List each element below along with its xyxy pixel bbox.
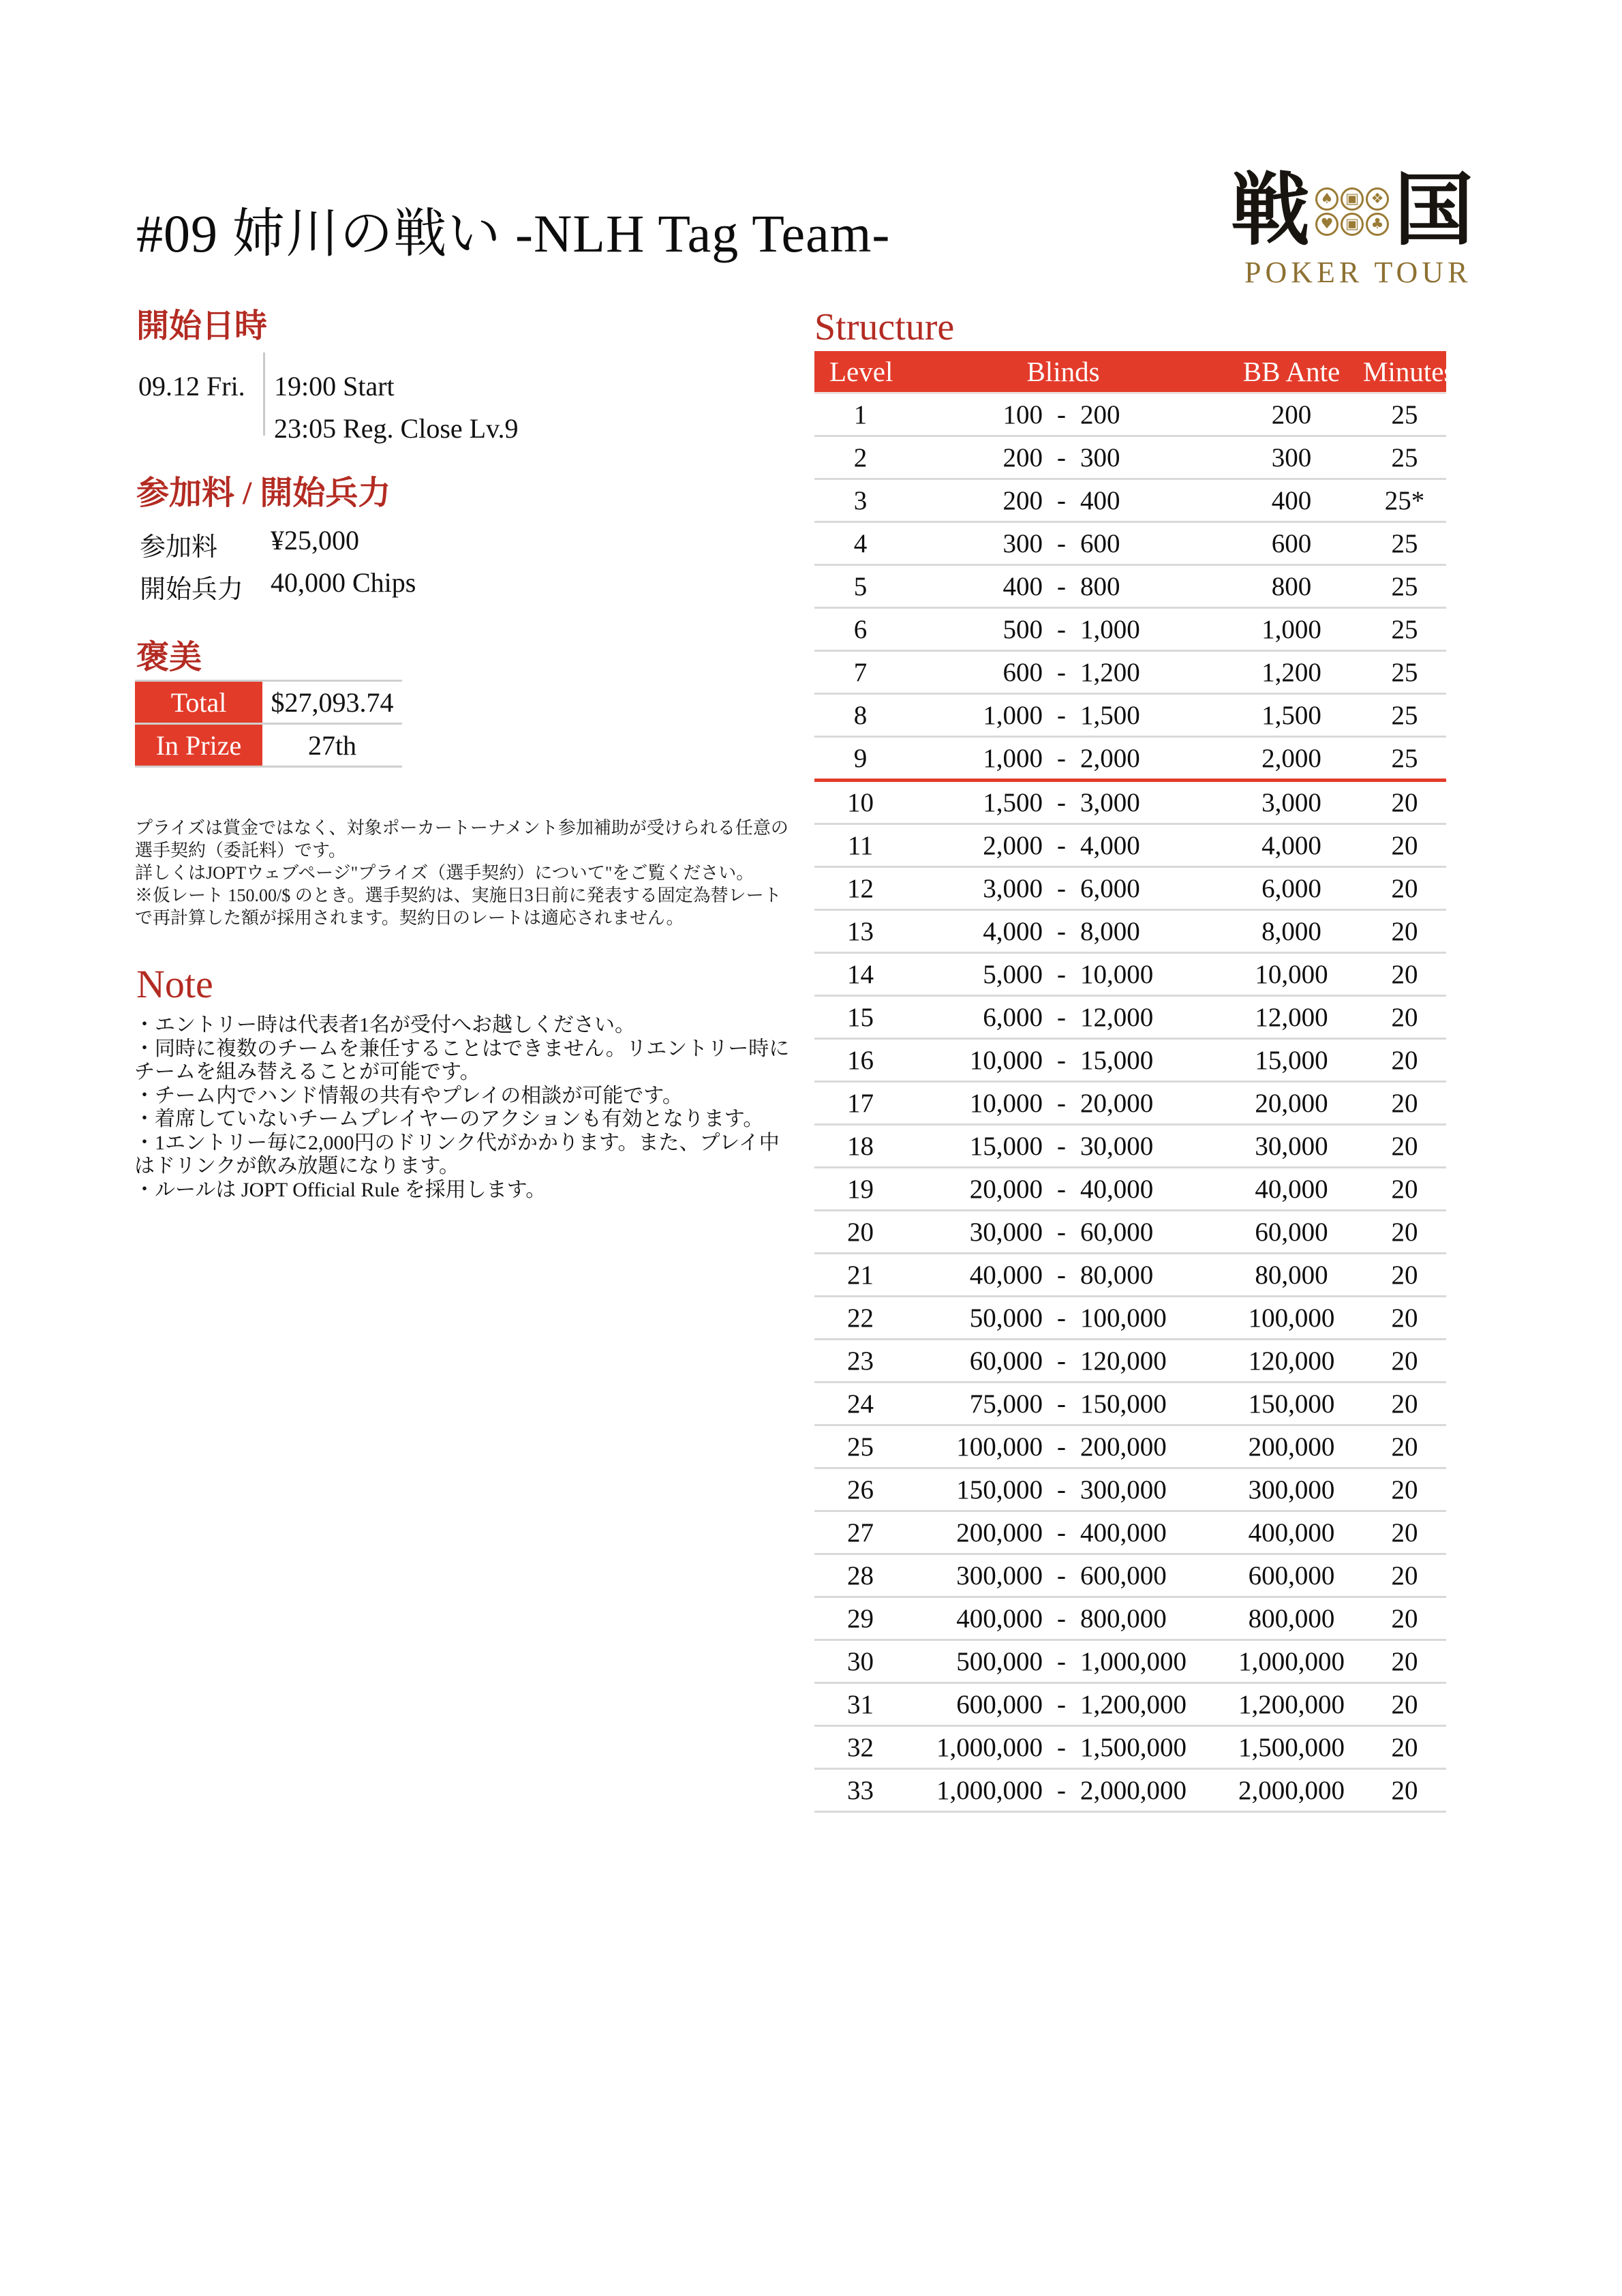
- bb-ante-cell: 800,000: [1248, 1603, 1335, 1633]
- blinds-dash: -: [1057, 1217, 1066, 1247]
- fineprint-line: プライズは賞金ではなく、対象ポーカートーナメント参加補助が受けられる任意の: [135, 818, 789, 838]
- big-blind-cell: 600,000: [1080, 1560, 1167, 1590]
- structure-col-blinds: Blinds: [1026, 356, 1100, 387]
- level-cell: 31: [847, 1689, 874, 1719]
- fineprint-line: で再計算した額が採用されます。契約日のレートは適応されません。: [135, 908, 684, 928]
- schedule-divider: [263, 352, 265, 436]
- prize-row-label: Total: [135, 682, 262, 723]
- minutes-cell: 20: [1391, 1646, 1418, 1676]
- big-blind-cell: 400,000: [1080, 1517, 1167, 1547]
- big-blind-cell: 800,000: [1080, 1603, 1167, 1633]
- small-blind-cell: 1,000: [983, 743, 1043, 773]
- note-heading: Note: [136, 962, 213, 1006]
- minutes-cell: 20: [1391, 787, 1418, 817]
- structure-row: [814, 394, 1446, 437]
- bb-ante-cell: 300: [1271, 442, 1312, 472]
- small-blind-cell: 500,000: [956, 1646, 1043, 1676]
- big-blind-cell: 60,000: [1080, 1217, 1154, 1247]
- bb-ante-cell: 200: [1271, 399, 1312, 429]
- club-coin-icon: ♣: [1366, 213, 1389, 236]
- structure-row: [814, 911, 1446, 954]
- level-cell: 7: [853, 657, 868, 687]
- blinds-dash: -: [1057, 787, 1066, 817]
- blinds-dash: -: [1057, 1689, 1066, 1719]
- blinds-dash: -: [1057, 571, 1066, 601]
- blinds-dash: -: [1057, 442, 1066, 472]
- minutes-cell: 20: [1391, 1732, 1418, 1762]
- small-blind-cell: 75,000: [969, 1389, 1043, 1419]
- blinds-dash: -: [1057, 1475, 1066, 1505]
- small-blind-cell: 6,000: [983, 1002, 1043, 1032]
- minutes-cell: 20: [1391, 1603, 1418, 1633]
- structure-col-level: Level: [829, 356, 893, 387]
- blinds-dash: -: [1057, 614, 1066, 644]
- note-line: ・ルールは JOPT Official Rule を採用します。: [134, 1178, 547, 1201]
- big-blind-cell: 3,000: [1080, 787, 1140, 817]
- minutes-cell: 20: [1391, 1560, 1418, 1590]
- big-blind-cell: 300,000: [1080, 1475, 1167, 1505]
- blinds-dash: -: [1057, 1002, 1066, 1032]
- bb-ante-cell: 15,000: [1255, 1045, 1328, 1075]
- prize-fineprint: [135, 817, 789, 929]
- minutes-cell: 20: [1391, 1217, 1418, 1247]
- blinds-dash: -: [1057, 700, 1066, 730]
- small-blind-cell: 20,000: [969, 1174, 1043, 1204]
- blinds-dash: -: [1057, 743, 1066, 773]
- spade-coin-icon: ♠: [1315, 187, 1338, 211]
- note-list: [134, 1014, 789, 1202]
- structure-row: [814, 1254, 1446, 1297]
- blinds-dash: -: [1057, 1560, 1066, 1590]
- structure-row: [814, 1211, 1446, 1254]
- level-cell: 20: [847, 1217, 874, 1247]
- blinds-dash: -: [1057, 1775, 1066, 1805]
- heart-coin-icon: ♥: [1315, 213, 1338, 236]
- big-blind-cell: 10,000: [1080, 959, 1154, 989]
- page-title: #09 姉川の戦い -NLH Tag Team-: [136, 204, 891, 263]
- bb-ante-cell: 600: [1271, 528, 1312, 558]
- minutes-cell: 25: [1391, 399, 1418, 429]
- schedule-start-time: 19:00 Start: [274, 371, 395, 402]
- structure-row: [814, 1684, 1446, 1727]
- big-blind-cell: 20,000: [1080, 1088, 1154, 1118]
- blinds-dash: -: [1057, 1088, 1066, 1118]
- minutes-cell: 20: [1391, 1174, 1418, 1204]
- blinds-dash: -: [1057, 1603, 1066, 1633]
- big-blind-cell: 1,200,000: [1080, 1689, 1187, 1719]
- minutes-cell: 20: [1391, 959, 1418, 989]
- bb-ante-cell: 1,500: [1261, 700, 1321, 730]
- blinds-dash: -: [1057, 1517, 1066, 1547]
- bb-ante-cell: 12,000: [1255, 1002, 1328, 1032]
- bb-ante-cell: 100,000: [1248, 1303, 1335, 1333]
- blinds-dash: -: [1057, 1432, 1066, 1462]
- big-blind-cell: 800: [1080, 571, 1120, 601]
- structure-row: [814, 868, 1446, 911]
- bb-ante-cell: 40,000: [1255, 1174, 1328, 1204]
- level-cell: 17: [847, 1088, 874, 1118]
- level-cell: 32: [847, 1732, 874, 1762]
- big-blind-cell: 100,000: [1080, 1303, 1167, 1333]
- bb-ante-cell: 10,000: [1255, 959, 1328, 989]
- blinds-dash: -: [1057, 657, 1066, 687]
- minutes-cell: 20: [1391, 1131, 1418, 1161]
- small-blind-cell: 1,500: [983, 787, 1043, 817]
- small-blind-cell: 600,000: [956, 1689, 1043, 1719]
- small-blind-cell: 150,000: [956, 1475, 1043, 1505]
- level-cell: 22: [847, 1303, 874, 1333]
- minutes-cell: 25: [1391, 571, 1418, 601]
- small-blind-cell: 300: [1003, 528, 1043, 558]
- bb-ante-cell: 400: [1271, 485, 1312, 515]
- minutes-cell: 20: [1391, 1260, 1418, 1290]
- minutes-cell: 20: [1391, 1088, 1418, 1118]
- small-blind-cell: 400,000: [956, 1603, 1043, 1633]
- minutes-cell: 25: [1391, 614, 1418, 644]
- small-blind-cell: 30,000: [969, 1217, 1043, 1247]
- level-cell: 24: [847, 1389, 874, 1419]
- structure-row: [814, 782, 1446, 825]
- level-cell: 5: [853, 571, 868, 601]
- fineprint-line: 選手契約（委託料）です。: [135, 841, 346, 860]
- note-line: ・着席していないチームプレイヤーのアクションも有効となります。: [134, 1108, 764, 1130]
- structure-row: [814, 1040, 1446, 1083]
- minutes-cell: 20: [1391, 1002, 1418, 1032]
- minutes-cell: 20: [1391, 1689, 1418, 1719]
- blinds-dash: -: [1057, 399, 1066, 429]
- structure-row: [814, 437, 1446, 480]
- bb-ante-cell: 8,000: [1261, 916, 1321, 946]
- prize-row: [135, 725, 402, 768]
- small-blind-cell: 400: [1003, 571, 1043, 601]
- minutes-cell: 25: [1391, 743, 1418, 773]
- small-blind-cell: 100: [1003, 399, 1043, 429]
- poker-tour-logo: [1231, 168, 1473, 290]
- level-cell: 30: [847, 1646, 874, 1676]
- minutes-cell: 20: [1391, 1517, 1418, 1547]
- level-cell: 23: [847, 1346, 874, 1376]
- small-blind-cell: 2,000: [983, 830, 1043, 860]
- minutes-cell: 25: [1391, 528, 1418, 558]
- small-blind-cell: 10,000: [969, 1045, 1043, 1075]
- level-cell: 13: [847, 916, 874, 946]
- big-blind-cell: 6,000: [1080, 873, 1140, 903]
- small-blind-cell: 500: [1003, 614, 1043, 644]
- structure-row: [814, 566, 1446, 609]
- structure-row: [814, 1727, 1446, 1770]
- structure-row: [814, 480, 1446, 523]
- prize-row-value: 27th: [307, 729, 357, 761]
- schedule-date: 09.12 Fri.: [138, 371, 245, 402]
- logo-kanji-row: [1231, 168, 1473, 255]
- level-cell: 3: [853, 485, 868, 515]
- minutes-cell: 25: [1391, 700, 1418, 730]
- big-blind-cell: 80,000: [1080, 1260, 1154, 1290]
- minutes-cell: 25: [1391, 442, 1418, 472]
- blinds-dash: -: [1057, 959, 1066, 989]
- bb-ante-cell: 4,000: [1261, 830, 1321, 860]
- structure-row: [814, 1426, 1446, 1469]
- small-blind-cell: 1,000,000: [936, 1732, 1043, 1762]
- level-cell: 1: [853, 399, 868, 429]
- bb-ante-cell: 400,000: [1248, 1517, 1335, 1547]
- fineprint-line: ※仮レート 150.00/$ のとき。選手契約は、実施日3日前に発表する固定為替レート: [135, 886, 782, 905]
- note-line: ・同時に複数のチームを兼任することはできません。リエントリー時に: [134, 1037, 790, 1060]
- bb-ante-cell: 20,000: [1255, 1088, 1328, 1118]
- level-cell: 6: [853, 614, 868, 644]
- structure-row: [814, 1598, 1446, 1641]
- level-cell: 27: [847, 1517, 874, 1547]
- small-blind-cell: 1,000,000: [936, 1775, 1043, 1805]
- structure-row: [814, 825, 1446, 868]
- blinds-dash: -: [1057, 485, 1066, 515]
- big-blind-cell: 300: [1080, 442, 1120, 472]
- logo-brand-text: POKER TOUR: [1244, 256, 1472, 289]
- small-blind-cell: 60,000: [969, 1346, 1043, 1376]
- structure-row: [814, 523, 1446, 566]
- diamond-coin-icon: ❖: [1366, 187, 1389, 211]
- structure-row: [814, 1340, 1446, 1383]
- big-blind-cell: 12,000: [1080, 1002, 1154, 1032]
- bb-ante-cell: 2,000,000: [1238, 1775, 1345, 1805]
- blinds-dash: -: [1057, 1732, 1066, 1762]
- prize-heading: 褒美: [136, 639, 202, 676]
- blinds-dash: -: [1057, 873, 1066, 903]
- blinds-dash: -: [1057, 1303, 1066, 1333]
- minutes-cell: 20: [1391, 1303, 1418, 1333]
- small-blind-cell: 3,000: [983, 873, 1043, 903]
- prize-row: [135, 682, 402, 725]
- level-cell: 29: [847, 1603, 874, 1633]
- structure-row: [814, 1469, 1446, 1512]
- big-blind-cell: 1,200: [1080, 657, 1140, 687]
- big-blind-cell: 120,000: [1080, 1346, 1167, 1376]
- bb-ante-cell: 1,000: [1261, 614, 1321, 644]
- big-blind-cell: 600: [1080, 528, 1120, 558]
- structure-row: [814, 1512, 1446, 1555]
- small-blind-cell: 100,000: [956, 1432, 1043, 1462]
- entry-fee-label: 参加料: [140, 533, 218, 562]
- structure-col-bbante: BB Ante: [1242, 356, 1341, 387]
- level-cell: 19: [847, 1174, 874, 1204]
- structure-row: [814, 652, 1446, 695]
- level-cell: 10: [847, 787, 874, 817]
- level-cell: 16: [847, 1045, 874, 1075]
- level-cell: 11: [847, 830, 874, 860]
- big-blind-cell: 8,000: [1080, 916, 1140, 946]
- structure-row: [814, 954, 1446, 997]
- fineprint-line: 詳しくはJOPTウェブページ"プライズ（選手契約）について"をご覧ください。: [135, 863, 754, 883]
- level-cell: 21: [847, 1260, 874, 1290]
- bb-ante-cell: 600,000: [1248, 1560, 1335, 1590]
- structure-row: [814, 1770, 1446, 1813]
- starting-stack-label: 開始兵力: [140, 575, 244, 604]
- big-blind-cell: 1,000,000: [1080, 1646, 1187, 1676]
- starting-stack-value: 40,000 Chips: [271, 567, 416, 598]
- big-blind-cell: 2,000,000: [1080, 1775, 1187, 1805]
- small-blind-cell: 200: [1003, 442, 1043, 472]
- note-line: はドリンクが飲み放題になります。: [134, 1155, 459, 1177]
- structure-table-body: [814, 394, 1446, 1813]
- structure-row: [814, 1383, 1446, 1426]
- small-blind-cell: 200,000: [956, 1517, 1043, 1547]
- level-cell: 25: [847, 1432, 874, 1462]
- schedule-heading: 開始日時: [136, 308, 268, 344]
- small-blind-cell: 50,000: [969, 1303, 1043, 1333]
- note-line: ・エントリー時は代表者1名が受付へお越しください。: [134, 1014, 635, 1036]
- logo-kanji-left: 戦: [1231, 168, 1310, 255]
- small-blind-cell: 40,000: [969, 1260, 1043, 1290]
- bb-ante-cell: 6,000: [1261, 873, 1321, 903]
- bb-ante-cell: 800: [1271, 571, 1312, 601]
- big-blind-cell: 1,500: [1080, 700, 1140, 730]
- bb-ante-cell: 1,200,000: [1238, 1689, 1345, 1719]
- minutes-cell: 20: [1391, 830, 1418, 860]
- bb-ante-cell: 1,200: [1261, 657, 1321, 687]
- big-blind-cell: 1,000: [1080, 614, 1140, 644]
- minutes-cell: 20: [1391, 1346, 1418, 1376]
- prize-row-value: $27,093.74: [271, 686, 394, 718]
- logo-kanji-right: 国: [1394, 168, 1473, 255]
- small-blind-cell: 15,000: [969, 1131, 1043, 1161]
- big-blind-cell: 2,000: [1080, 743, 1140, 773]
- structure-row: [814, 609, 1446, 652]
- minutes-cell: 20: [1391, 1389, 1418, 1419]
- minutes-cell: 20: [1391, 1775, 1418, 1805]
- small-blind-cell: 5,000: [983, 959, 1043, 989]
- level-cell: 26: [847, 1475, 874, 1505]
- blinds-dash: -: [1057, 1346, 1066, 1376]
- minutes-cell: 20: [1391, 916, 1418, 946]
- structure-row: [814, 695, 1446, 738]
- big-blind-cell: 30,000: [1080, 1131, 1154, 1161]
- level-cell: 4: [853, 528, 868, 558]
- bb-ante-cell: 60,000: [1255, 1217, 1328, 1247]
- bb-ante-cell: 1,500,000: [1238, 1732, 1345, 1762]
- structure-row: [814, 1168, 1446, 1211]
- entry-fee-value: ¥25,000: [271, 525, 359, 556]
- bb-ante-cell: 1,000,000: [1238, 1646, 1345, 1676]
- blinds-dash: -: [1057, 1389, 1066, 1419]
- big-blind-cell: 1,500,000: [1080, 1732, 1187, 1762]
- prize-table: [135, 680, 402, 768]
- big-blind-cell: 4,000: [1080, 830, 1140, 860]
- level-cell: 8: [853, 700, 868, 730]
- big-blind-cell: 40,000: [1080, 1174, 1154, 1204]
- blinds-dash: -: [1057, 1646, 1066, 1676]
- bb-ante-cell: 3,000: [1261, 787, 1321, 817]
- structure-row: [814, 738, 1446, 782]
- minutes-cell: 25: [1391, 657, 1418, 687]
- minutes-cell: 25*: [1384, 485, 1425, 515]
- structure-row: [814, 997, 1446, 1040]
- small-blind-cell: 200: [1003, 485, 1043, 515]
- entry-heading: 参加料 / 開始兵力: [136, 475, 391, 511]
- small-blind-cell: 300,000: [956, 1560, 1043, 1590]
- bb-ante-cell: 2,000: [1261, 743, 1321, 773]
- structure-row: [814, 1641, 1446, 1684]
- blinds-dash: -: [1057, 1131, 1066, 1161]
- structure-heading: Structure: [814, 306, 955, 348]
- note-line: ・1エントリー毎に2,000円のドリンク代がかかります。また、プレイ中: [134, 1131, 780, 1154]
- level-cell: 28: [847, 1560, 874, 1590]
- big-blind-cell: 200: [1080, 399, 1120, 429]
- level-cell: 33: [847, 1775, 874, 1805]
- square-coin-icon: ▣: [1341, 213, 1364, 236]
- structure-row: [814, 1297, 1446, 1340]
- prize-row-label: In Prize: [135, 725, 262, 766]
- small-blind-cell: 600: [1003, 657, 1043, 687]
- blinds-dash: -: [1057, 528, 1066, 558]
- bb-ante-cell: 30,000: [1255, 1131, 1328, 1161]
- level-cell: 12: [847, 873, 874, 903]
- structure-row: [814, 1555, 1446, 1598]
- level-cell: 14: [847, 959, 874, 989]
- bb-ante-cell: 300,000: [1248, 1475, 1335, 1505]
- big-blind-cell: 150,000: [1080, 1389, 1167, 1419]
- big-blind-cell: 15,000: [1080, 1045, 1154, 1075]
- structure-row: [814, 1083, 1446, 1126]
- minutes-cell: 20: [1391, 1475, 1418, 1505]
- structure-table-header: [814, 351, 1455, 394]
- level-cell: 15: [847, 1002, 874, 1032]
- blinds-dash: -: [1057, 916, 1066, 946]
- blinds-dash: -: [1057, 1045, 1066, 1075]
- note-line: チームを組み替えることが可能です。: [134, 1061, 480, 1083]
- level-cell: 9: [853, 743, 868, 773]
- structure-row: [814, 1126, 1446, 1168]
- bb-ante-cell: 80,000: [1255, 1260, 1328, 1290]
- square-coin-icon: ▣: [1341, 187, 1364, 211]
- bb-ante-cell: 120,000: [1248, 1346, 1335, 1376]
- level-cell: 18: [847, 1131, 874, 1161]
- structure-table: [814, 351, 1455, 1813]
- level-cell: 2: [853, 442, 868, 472]
- logo-coin-suits: [1315, 187, 1389, 236]
- minutes-cell: 20: [1391, 873, 1418, 903]
- small-blind-cell: 1,000: [983, 700, 1043, 730]
- structure-col-minutes: Minutes: [1363, 356, 1455, 387]
- blinds-dash: -: [1057, 830, 1066, 860]
- big-blind-cell: 200,000: [1080, 1432, 1167, 1462]
- small-blind-cell: 10,000: [969, 1088, 1043, 1118]
- note-line: ・チーム内でハンド情報の共有やプレイの相談が可能です。: [134, 1084, 683, 1107]
- minutes-cell: 20: [1391, 1432, 1418, 1462]
- blinds-dash: -: [1057, 1174, 1066, 1204]
- blinds-dash: -: [1057, 1260, 1066, 1290]
- small-blind-cell: 4,000: [983, 916, 1043, 946]
- bb-ante-cell: 200,000: [1248, 1432, 1335, 1462]
- minutes-cell: 20: [1391, 1045, 1418, 1075]
- big-blind-cell: 400: [1080, 485, 1120, 515]
- bb-ante-cell: 150,000: [1248, 1389, 1335, 1419]
- schedule-regclose-time: 23:05 Reg. Close Lv.9: [274, 413, 519, 444]
